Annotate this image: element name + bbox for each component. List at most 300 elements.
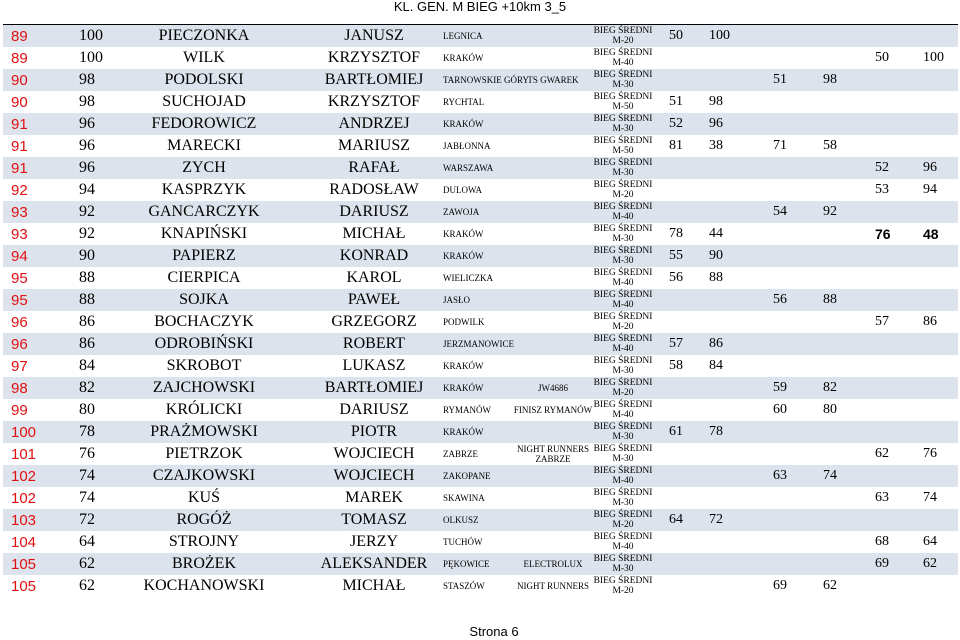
club-cell: TS GWAREK	[527, 75, 579, 85]
position-cell: 89	[11, 27, 28, 45]
category-race: BIEG ŚREDNI	[593, 444, 653, 454]
club-cell	[503, 465, 603, 487]
group1-score-cell	[709, 289, 745, 311]
last-name-cell: ROGÓŻ	[176, 511, 232, 528]
category-age: M-40	[612, 410, 634, 420]
category-race: BIEG ŚREDNI	[593, 378, 653, 388]
category-race: BIEG ŚREDNI	[593, 488, 653, 498]
group3-place-cell	[875, 377, 899, 399]
club-cell	[503, 531, 603, 553]
category-age: M-20	[612, 190, 634, 200]
group2-score-cell	[823, 531, 859, 553]
group3-place-cell: 53	[875, 182, 889, 197]
table-row	[3, 531, 958, 553]
group3-place-cell	[875, 25, 899, 47]
first-name-cell: PAWEŁ	[347, 291, 401, 308]
town-cell: ZAKOPANE	[443, 471, 491, 481]
points-cell: 94	[79, 181, 95, 198]
group3-place-cell	[875, 135, 899, 157]
position-cell: 100	[11, 423, 37, 441]
position-cell: 105	[11, 555, 37, 573]
first-name-cell: GRZEGORZ	[331, 313, 417, 330]
group3-score-cell	[923, 377, 959, 399]
points-cell: 74	[79, 489, 95, 506]
group1-score-cell	[709, 69, 745, 91]
position-cell: 104	[11, 533, 37, 551]
category-age: M-30	[612, 256, 634, 266]
group1-place-cell	[669, 377, 693, 399]
category-age: M-30	[612, 168, 634, 178]
town-cell: JABŁONNA	[443, 141, 491, 151]
group3-place-cell	[875, 69, 899, 91]
group1-score-cell	[709, 399, 745, 421]
category-race: BIEG ŚREDNI	[593, 70, 653, 80]
group3-place-cell	[875, 91, 899, 113]
town-cell: ZAWOJA	[443, 207, 480, 217]
last-name-cell: SOJKA	[179, 291, 229, 308]
table-row	[3, 443, 958, 465]
position-cell: 91	[11, 137, 28, 155]
last-name-cell: ZYCH	[182, 159, 226, 176]
group1-score-cell	[709, 531, 745, 553]
group3-score-cell	[923, 575, 959, 597]
group2-place-cell	[773, 487, 797, 509]
category-race: BIEG ŚREDNI	[593, 576, 653, 586]
category-age: M-40	[612, 344, 634, 354]
last-name-cell: KNAPIŃSKI	[160, 225, 248, 242]
group1-score-cell: 100	[709, 28, 730, 43]
first-name-cell: JERZY	[350, 533, 398, 550]
group2-place-cell	[773, 531, 797, 553]
group1-place-cell: 50	[669, 28, 683, 43]
last-name-cell: SKROBOT	[166, 357, 242, 374]
group3-score-cell: 62	[923, 556, 937, 571]
group1-score-cell	[709, 553, 745, 575]
club-cell	[503, 333, 603, 355]
category-cell	[593, 223, 653, 245]
category-cell	[593, 465, 653, 487]
position-cell: 91	[11, 115, 28, 133]
category-age: M-20	[612, 586, 634, 596]
town-cell: RYCHTAL	[443, 97, 485, 107]
category-age: M-30	[612, 432, 634, 442]
position-cell: 98	[11, 379, 28, 397]
club-cell	[503, 113, 603, 135]
town-cell: KRAKÓW	[443, 229, 484, 239]
category-race: BIEG ŚREDNI	[593, 400, 653, 410]
town-cell: WARSZAWA	[443, 163, 494, 173]
page-header: KL. GEN. M BIEG +10km 3_5	[393, 0, 567, 14]
town-cell: KRAKÓW	[443, 119, 484, 129]
group2-score-cell	[823, 25, 859, 47]
first-name-cell: TOMASZ	[341, 511, 407, 528]
group3-score-cell	[923, 333, 959, 355]
town-cell: KRAKÓW	[443, 383, 484, 393]
town-cell: ZABRZE	[443, 449, 478, 459]
first-name-cell: PIOTR	[350, 423, 398, 440]
position-cell: 101	[11, 445, 37, 463]
points-cell: 88	[79, 269, 95, 286]
town-cell: PODWILK	[443, 317, 485, 327]
category-age: M-40	[612, 58, 634, 68]
group1-score-cell: 78	[709, 424, 723, 439]
last-name-cell: KUŚ	[187, 489, 220, 506]
last-name-cell: PAPIERZ	[172, 247, 236, 264]
table-row	[3, 135, 958, 157]
group3-place-cell	[875, 245, 899, 267]
position-cell: 94	[11, 247, 28, 265]
group2-score-cell: 92	[823, 204, 837, 219]
group2-place-cell	[773, 179, 797, 201]
club-cell: JW4686	[538, 383, 568, 393]
group1-place-cell	[669, 289, 693, 311]
points-cell: 80	[79, 401, 95, 418]
town-cell: JASŁO	[443, 295, 471, 305]
group3-score-cell	[923, 289, 959, 311]
group2-place-cell	[773, 91, 797, 113]
group3-score-cell	[923, 201, 959, 223]
category-race: BIEG ŚREDNI	[593, 356, 653, 366]
group3-score-cell: 94	[923, 182, 937, 197]
group3-score-cell	[923, 399, 959, 421]
club-cell	[503, 47, 603, 69]
position-cell: 95	[11, 291, 28, 309]
group3-place-cell: 69	[875, 556, 889, 571]
group1-score-cell: 98	[709, 94, 723, 109]
category-race: BIEG ŚREDNI	[593, 180, 653, 190]
points-cell: 72	[79, 511, 95, 528]
group3-score-cell: 96	[923, 160, 937, 175]
category-age: M-30	[612, 564, 634, 574]
category-race: BIEG ŚREDNI	[593, 114, 653, 124]
first-name-cell: WOJCIECH	[333, 467, 415, 484]
group3-score-cell	[923, 355, 959, 377]
category-age: M-40	[612, 542, 634, 552]
last-name-cell: STROJNY	[168, 533, 240, 550]
last-name-cell: KOCHANOWSKI	[143, 577, 265, 594]
category-age: M-40	[612, 300, 634, 310]
group2-score-cell	[823, 223, 859, 245]
group3-place-cell: 76	[875, 226, 891, 242]
town-cell: RYMANÓW	[443, 405, 492, 415]
category-age: M-40	[612, 212, 634, 222]
first-name-cell: DARIUSZ	[339, 203, 409, 220]
points-cell: 62	[79, 555, 95, 572]
group3-score-cell	[923, 267, 959, 289]
category-race: BIEG ŚREDNI	[593, 510, 653, 520]
category-age: M-50	[612, 102, 634, 112]
points-cell: 92	[79, 203, 95, 220]
club-cell	[503, 509, 603, 531]
position-cell: 102	[11, 467, 37, 485]
group3-score-cell	[923, 245, 959, 267]
category-age: M-40	[612, 476, 634, 486]
group3-place-cell	[875, 333, 899, 355]
category-age: M-40	[612, 278, 634, 288]
last-name-cell: ODROBIŃSKI	[154, 335, 254, 352]
position-cell: 102	[11, 489, 37, 507]
position-cell: 95	[11, 269, 28, 287]
category-cell	[593, 575, 653, 597]
town-cell: TUCHÓW	[443, 537, 483, 547]
group1-score-cell	[709, 465, 745, 487]
group1-score-cell: 86	[709, 336, 723, 351]
group1-place-cell	[669, 157, 693, 179]
page-footer: Strona 6	[469, 624, 519, 639]
club-cell	[503, 267, 603, 289]
position-cell: 89	[11, 49, 28, 67]
first-name-cell: KRZYSZTOF	[327, 93, 421, 110]
group1-score-cell: 38	[709, 138, 723, 153]
group1-score-cell	[709, 487, 745, 509]
group1-place-cell: 51	[669, 94, 683, 109]
category-race: BIEG ŚREDNI	[593, 268, 653, 278]
group3-score-cell: 86	[923, 314, 937, 329]
group2-place-cell: 51	[773, 72, 787, 87]
group2-score-cell	[823, 267, 859, 289]
group1-place-cell	[669, 69, 693, 91]
category-age: M-30	[612, 498, 634, 508]
group2-place-cell	[773, 267, 797, 289]
group1-place-cell	[669, 399, 693, 421]
group3-score-cell: 76	[923, 446, 937, 461]
table-row	[3, 25, 958, 47]
position-cell: 99	[11, 401, 28, 419]
group3-place-cell: 57	[875, 314, 889, 329]
group3-place-cell: 52	[875, 160, 889, 175]
club-cell	[503, 223, 603, 245]
last-name-cell: CZAJKOWSKI	[152, 467, 256, 484]
last-name-cell: MARECKI	[167, 137, 241, 154]
category-cell	[593, 531, 653, 553]
last-name-cell: BROŻEK	[172, 555, 236, 572]
town-cell: DULOWA	[443, 185, 482, 195]
group2-place-cell	[773, 25, 797, 47]
group2-score-cell	[823, 421, 859, 443]
last-name-cell: CIERPICA	[167, 269, 241, 286]
points-cell: 90	[79, 247, 95, 264]
town-cell: TARNOWSKIE GÓRY	[443, 75, 530, 85]
town-cell: SKAWINA	[443, 493, 485, 503]
group1-place-cell	[669, 531, 693, 553]
group2-place-cell	[773, 443, 797, 465]
group2-score-cell: 98	[823, 72, 837, 87]
group2-place-cell: 60	[773, 402, 787, 417]
group2-place-cell: 56	[773, 292, 787, 307]
points-cell: 78	[79, 423, 95, 440]
last-name-cell: PIECZONKA	[158, 27, 250, 44]
points-cell: 86	[79, 313, 95, 330]
group1-place-cell	[669, 311, 693, 333]
category-cell	[593, 201, 653, 223]
category-race: BIEG ŚREDNI	[593, 26, 653, 36]
group3-place-cell: 62	[875, 446, 889, 461]
position-cell: 103	[11, 511, 37, 529]
club-cell	[503, 311, 603, 333]
last-name-cell: KRÓLICKI	[165, 401, 243, 418]
position-cell: 91	[11, 159, 28, 177]
group2-score-cell	[823, 333, 859, 355]
group3-place-cell	[875, 575, 899, 597]
group3-score-cell: 64	[923, 534, 937, 549]
first-name-cell: RADOSŁAW	[329, 181, 419, 198]
table-row	[3, 487, 958, 509]
group1-score-cell	[709, 311, 745, 333]
group1-place-cell	[669, 443, 693, 465]
group2-score-cell	[823, 443, 859, 465]
last-name-cell: ZAJCHOWSKI	[152, 379, 256, 396]
category-age: M-50	[612, 146, 634, 156]
group1-score-cell: 88	[709, 270, 723, 285]
category-cell	[593, 113, 653, 135]
group3-place-cell	[875, 289, 899, 311]
group1-score-cell	[709, 575, 745, 597]
town-cell: LEGNICA	[443, 31, 483, 41]
group3-place-cell	[875, 465, 899, 487]
group2-score-cell: 88	[823, 292, 837, 307]
category-cell	[593, 377, 653, 399]
group1-score-cell	[709, 443, 745, 465]
category-cell	[593, 179, 653, 201]
category-cell	[593, 421, 653, 443]
town-cell: OLKUSZ	[443, 515, 479, 525]
table-row	[3, 179, 958, 201]
points-cell: 98	[79, 71, 95, 88]
town-cell: STASZÓW	[443, 581, 485, 591]
category-cell	[593, 91, 653, 113]
group1-score-cell: 96	[709, 116, 723, 131]
position-cell: 96	[11, 313, 28, 331]
group3-score-cell	[923, 69, 959, 91]
position-cell: 93	[11, 203, 28, 221]
group2-place-cell	[773, 311, 797, 333]
group1-score-cell	[709, 201, 745, 223]
group3-place-cell: 68	[875, 534, 889, 549]
category-age: M-20	[612, 36, 634, 46]
group3-place-cell	[875, 113, 899, 135]
table-row	[3, 355, 958, 377]
group1-score-cell	[709, 179, 745, 201]
points-cell: 76	[79, 445, 95, 462]
table-row	[3, 113, 958, 135]
group2-score-cell: 80	[823, 402, 837, 417]
category-age: M-30	[612, 454, 634, 464]
category-cell	[593, 487, 653, 509]
club-cell	[503, 135, 603, 157]
points-cell: 82	[79, 379, 95, 396]
last-name-cell: KASPRZYK	[161, 181, 247, 198]
town-cell: KRAKÓW	[443, 361, 484, 371]
table-row	[3, 69, 958, 91]
group2-place-cell	[773, 553, 797, 575]
group1-score-cell	[709, 377, 745, 399]
table-row	[3, 553, 958, 575]
table-row	[3, 267, 958, 289]
category-cell	[593, 509, 653, 531]
points-cell: 88	[79, 291, 95, 308]
category-race: BIEG ŚREDNI	[593, 422, 653, 432]
group1-place-cell	[669, 47, 693, 69]
first-name-cell: MARIUSZ	[337, 137, 410, 154]
town-cell: KRAKÓW	[443, 427, 484, 437]
group1-score-cell: 44	[709, 226, 723, 241]
group1-place-cell	[669, 487, 693, 509]
category-race: BIEG ŚREDNI	[593, 224, 653, 234]
group2-place-cell	[773, 333, 797, 355]
town-cell: PĘKOWICE	[443, 559, 490, 569]
points-cell: 74	[79, 467, 95, 484]
category-age: M-30	[612, 234, 634, 244]
category-age: M-30	[612, 80, 634, 90]
first-name-cell: BARTŁOMIEJ	[324, 379, 424, 396]
group3-score-cell	[923, 91, 959, 113]
club-cell: FINISZ RYMANÓW	[513, 405, 593, 415]
category-race: BIEG ŚREDNI	[593, 312, 653, 322]
town-cell: JERZMANOWICE	[443, 339, 514, 349]
group1-place-cell: 55	[669, 248, 683, 263]
group2-score-cell: 82	[823, 380, 837, 395]
group2-place-cell	[773, 421, 797, 443]
category-age: M-30	[612, 366, 634, 376]
group2-place-cell	[773, 113, 797, 135]
group3-place-cell	[875, 509, 899, 531]
group1-place-cell: 58	[669, 358, 683, 373]
position-cell: 105	[11, 577, 37, 595]
group2-place-cell	[773, 223, 797, 245]
group2-score-cell: 74	[823, 468, 837, 483]
group1-score-cell	[709, 47, 745, 69]
first-name-cell: KRZYSZTOF	[327, 49, 421, 66]
table-row	[3, 399, 958, 421]
group2-score-cell	[823, 157, 859, 179]
group3-score-cell	[923, 135, 959, 157]
group2-place-cell	[773, 355, 797, 377]
table-row	[3, 201, 958, 223]
club-cell	[503, 487, 603, 509]
group1-score-cell: 84	[709, 358, 723, 373]
club-cell	[503, 355, 603, 377]
last-name-cell: SUCHOJAD	[162, 93, 246, 110]
group2-place-cell: 63	[773, 468, 787, 483]
group1-score-cell	[709, 157, 745, 179]
points-cell: 98	[79, 93, 95, 110]
category-race: BIEG ŚREDNI	[593, 92, 653, 102]
group1-place-cell: 56	[669, 270, 683, 285]
club-cell	[503, 201, 603, 223]
category-cell	[593, 333, 653, 355]
category-cell	[593, 443, 653, 465]
last-name-cell: GANCARCZYK	[148, 203, 260, 220]
category-cell	[593, 289, 653, 311]
group2-score-cell	[823, 553, 859, 575]
group2-score-cell	[823, 245, 859, 267]
first-name-cell: KAROL	[346, 269, 402, 286]
group2-score-cell	[823, 487, 859, 509]
first-name-cell: JANUSZ	[344, 27, 404, 44]
category-age: M-20	[612, 388, 634, 398]
last-name-cell: BOCHACZYK	[154, 313, 254, 330]
group1-place-cell: 57	[669, 336, 683, 351]
group1-place-cell: 78	[669, 226, 683, 241]
first-name-cell: DARIUSZ	[339, 401, 409, 418]
category-race: BIEG ŚREDNI	[593, 334, 653, 344]
category-cell	[593, 157, 653, 179]
table-row	[3, 465, 958, 487]
table-row	[3, 157, 958, 179]
group2-place-cell	[773, 157, 797, 179]
points-cell: 96	[79, 137, 95, 154]
last-name-cell: PIETRZOK	[165, 445, 243, 462]
